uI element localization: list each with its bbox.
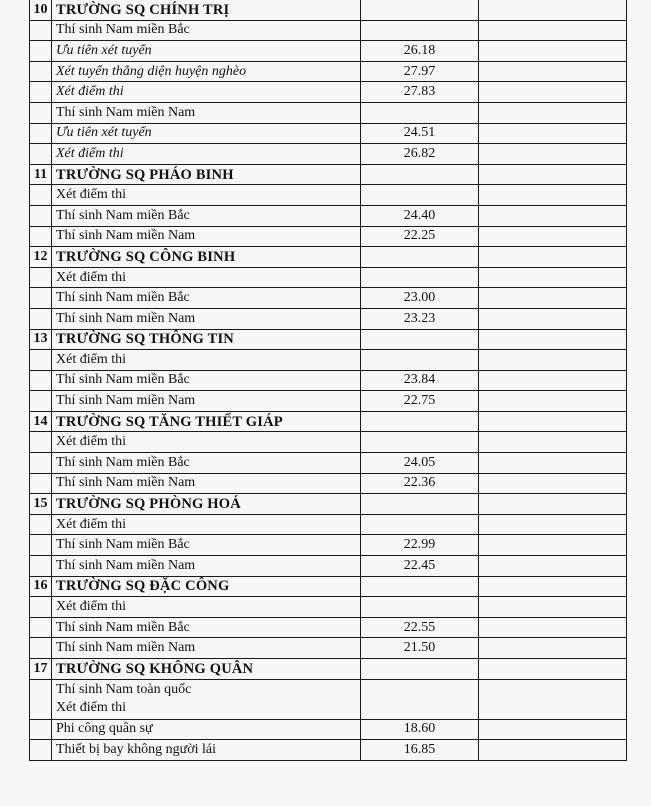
score-cell: 24.40	[361, 205, 479, 226]
score-cell: 22.25	[361, 226, 479, 247]
score-cell	[361, 0, 479, 20]
row-number	[30, 679, 52, 719]
table-row	[30, 597, 627, 618]
empty-cell	[479, 0, 627, 20]
score-cell: 22.36	[361, 473, 479, 494]
table-row	[30, 556, 627, 577]
school-name: TRƯỜNG SQ ĐẶC CÔNG	[52, 576, 361, 597]
row-number	[30, 102, 52, 123]
criteria-label: Xét điểm thi	[52, 267, 361, 288]
empty-cell	[479, 288, 627, 309]
score-cell	[361, 350, 479, 371]
empty-cell	[479, 247, 627, 268]
empty-cell	[479, 719, 627, 740]
criteria-label: Xét điểm thi	[52, 514, 361, 535]
table-row	[30, 535, 627, 556]
school-name: TRƯỜNG SQ KHÔNG QUÂN	[52, 659, 361, 680]
school-name: TRƯỜNG SQ CHÍNH TRỊ	[52, 0, 361, 20]
table-row	[30, 205, 627, 226]
table-row	[30, 638, 627, 659]
row-number	[30, 597, 52, 618]
row-number: 17	[30, 659, 52, 680]
table-row	[30, 144, 627, 165]
row-number: 12	[30, 247, 52, 268]
score-cell: 22.45	[361, 556, 479, 577]
table-row	[30, 267, 627, 288]
empty-cell	[479, 556, 627, 577]
criteria-label: Thí sinh Nam miền Bắc	[52, 617, 361, 638]
empty-cell	[479, 82, 627, 103]
score-cell	[361, 247, 479, 268]
row-number	[30, 20, 52, 41]
empty-cell	[479, 226, 627, 247]
row-number	[30, 740, 52, 761]
school-name: TRƯỜNG SQ THÔNG TIN	[52, 329, 361, 350]
empty-cell	[479, 514, 627, 535]
empty-cell	[479, 473, 627, 494]
empty-cell	[479, 123, 627, 144]
empty-cell	[479, 41, 627, 62]
score-cell	[361, 432, 479, 453]
criteria-label: Ưu tiên xét tuyển	[52, 123, 361, 144]
empty-cell	[479, 329, 627, 350]
table-row	[30, 350, 627, 371]
row-number	[30, 432, 52, 453]
row-number: 15	[30, 494, 52, 515]
table-row	[30, 679, 627, 719]
criteria-label: Xét tuyển thẳng diện huyện nghèo	[52, 61, 361, 82]
criteria-label: Xét điểm thi	[52, 350, 361, 371]
school-header-row	[30, 576, 627, 597]
table-row	[30, 432, 627, 453]
row-number	[30, 288, 52, 309]
empty-cell	[479, 185, 627, 206]
score-cell	[361, 267, 479, 288]
row-number	[30, 370, 52, 391]
row-number	[30, 205, 52, 226]
criteria-label: Phi công quân sự	[52, 719, 361, 740]
row-number	[30, 391, 52, 412]
empty-cell	[479, 267, 627, 288]
empty-cell	[479, 576, 627, 597]
criteria-label	[52, 679, 361, 719]
empty-cell	[479, 432, 627, 453]
empty-cell	[479, 453, 627, 474]
row-number: 14	[30, 411, 52, 432]
criteria-label: Thí sinh Nam miền Nam	[52, 638, 361, 659]
score-cell: 27.83	[361, 82, 479, 103]
school-header-row	[30, 659, 627, 680]
score-cell	[361, 494, 479, 515]
score-cell	[361, 102, 479, 123]
score-cell: 21.50	[361, 638, 479, 659]
row-number	[30, 719, 52, 740]
criteria-label: Xét điểm thi	[52, 144, 361, 165]
table-row	[30, 514, 627, 535]
empty-cell	[479, 61, 627, 82]
criteria-label: Xét điểm thi	[52, 597, 361, 618]
row-number	[30, 535, 52, 556]
table-row	[30, 719, 627, 740]
school-header-row	[30, 329, 627, 350]
criteria-label: Thí sinh Nam miền Nam	[52, 473, 361, 494]
row-number	[30, 514, 52, 535]
school-name: TRƯỜNG SQ TĂNG THIẾT GIÁP	[52, 411, 361, 432]
table-row	[30, 123, 627, 144]
criteria-label: Thí sinh Nam miền Bắc	[52, 535, 361, 556]
score-cell	[361, 411, 479, 432]
table-row	[30, 82, 627, 103]
table-row	[30, 41, 627, 62]
score-cell	[361, 185, 479, 206]
criteria-label: Thí sinh Nam miền Bắc	[52, 370, 361, 391]
score-cell	[361, 659, 479, 680]
row-number	[30, 308, 52, 329]
row-number: 10	[30, 0, 52, 20]
row-number: 13	[30, 329, 52, 350]
school-header-row	[30, 247, 627, 268]
row-number	[30, 267, 52, 288]
table-row	[30, 308, 627, 329]
empty-cell	[479, 597, 627, 618]
criteria-label-line: Thí sinh Nam toàn quốc	[56, 682, 192, 698]
score-cell	[361, 329, 479, 350]
criteria-label: Thí sinh Nam miền Nam	[52, 308, 361, 329]
table-row	[30, 473, 627, 494]
row-number	[30, 61, 52, 82]
row-number	[30, 556, 52, 577]
score-cell: 22.75	[361, 391, 479, 412]
table-row	[30, 61, 627, 82]
score-cell: 24.51	[361, 123, 479, 144]
row-number	[30, 617, 52, 638]
criteria-label: Thí sinh Nam miền Nam	[52, 556, 361, 577]
empty-cell	[479, 638, 627, 659]
score-cell: 26.18	[361, 41, 479, 62]
score-cell	[361, 679, 479, 719]
criteria-label: Thí sinh Nam miền Bắc	[52, 20, 361, 41]
row-number	[30, 82, 52, 103]
table-row	[30, 617, 627, 638]
score-cell	[361, 597, 479, 618]
score-cell: 24.05	[361, 453, 479, 474]
criteria-label: Xét điểm thi	[52, 185, 361, 206]
table-row	[30, 740, 627, 761]
table-row	[30, 102, 627, 123]
score-cell: 26.82	[361, 144, 479, 165]
empty-cell	[479, 391, 627, 412]
empty-cell	[479, 617, 627, 638]
criteria-label: Xét điểm thi	[52, 82, 361, 103]
score-cell: 22.99	[361, 535, 479, 556]
table-row	[30, 288, 627, 309]
empty-cell	[479, 144, 627, 165]
admission-scores-table	[29, 0, 627, 761]
criteria-label: Ưu tiên xét tuyển	[52, 41, 361, 62]
row-number	[30, 453, 52, 474]
school-header-row	[30, 164, 627, 185]
empty-cell	[479, 494, 627, 515]
row-number	[30, 144, 52, 165]
score-cell: 27.97	[361, 61, 479, 82]
criteria-label-line: Xét điểm thi	[56, 700, 126, 716]
school-header-row	[30, 0, 627, 20]
empty-cell	[479, 205, 627, 226]
empty-cell	[479, 102, 627, 123]
row-number	[30, 350, 52, 371]
criteria-label: Thí sinh Nam miền Bắc	[52, 288, 361, 309]
school-name: TRƯỜNG SQ PHÒNG HOÁ	[52, 494, 361, 515]
row-number	[30, 226, 52, 247]
score-cell	[361, 164, 479, 185]
criteria-label: Thí sinh Nam miền Bắc	[52, 453, 361, 474]
criteria-label: Thí sinh Nam miền Nam	[52, 391, 361, 412]
table-body	[30, 0, 627, 760]
empty-cell	[479, 20, 627, 41]
empty-cell	[479, 370, 627, 391]
criteria-label: Xét điểm thi	[52, 432, 361, 453]
row-number: 16	[30, 576, 52, 597]
score-cell: 23.84	[361, 370, 479, 391]
empty-cell	[479, 350, 627, 371]
table-row	[30, 20, 627, 41]
table-row	[30, 226, 627, 247]
empty-cell	[479, 535, 627, 556]
school-header-row	[30, 411, 627, 432]
row-number	[30, 41, 52, 62]
score-cell: 23.23	[361, 308, 479, 329]
table-row	[30, 370, 627, 391]
table-row	[30, 453, 627, 474]
empty-cell	[479, 740, 627, 761]
score-cell: 22.55	[361, 617, 479, 638]
school-header-row	[30, 494, 627, 515]
score-cell: 18.60	[361, 719, 479, 740]
school-name: TRƯỜNG SQ PHÁO BINH	[52, 164, 361, 185]
school-name: TRƯỜNG SQ CÔNG BINH	[52, 247, 361, 268]
empty-cell	[479, 164, 627, 185]
score-cell: 23.00	[361, 288, 479, 309]
table-row	[30, 185, 627, 206]
empty-cell	[479, 679, 627, 719]
score-cell	[361, 514, 479, 535]
criteria-label: Thí sinh Nam miền Nam	[52, 226, 361, 247]
criteria-label: Thí sinh Nam miền Nam	[52, 102, 361, 123]
table-row	[30, 391, 627, 412]
row-number	[30, 473, 52, 494]
score-cell	[361, 20, 479, 41]
criteria-label: Thí sinh Nam miền Bắc	[52, 205, 361, 226]
row-number: 11	[30, 164, 52, 185]
empty-cell	[479, 308, 627, 329]
criteria-label: Thiết bị bay không người lái	[52, 740, 361, 761]
empty-cell	[479, 659, 627, 680]
score-cell: 16.85	[361, 740, 479, 761]
empty-cell	[479, 411, 627, 432]
row-number	[30, 638, 52, 659]
score-cell	[361, 576, 479, 597]
row-number	[30, 185, 52, 206]
row-number	[30, 123, 52, 144]
